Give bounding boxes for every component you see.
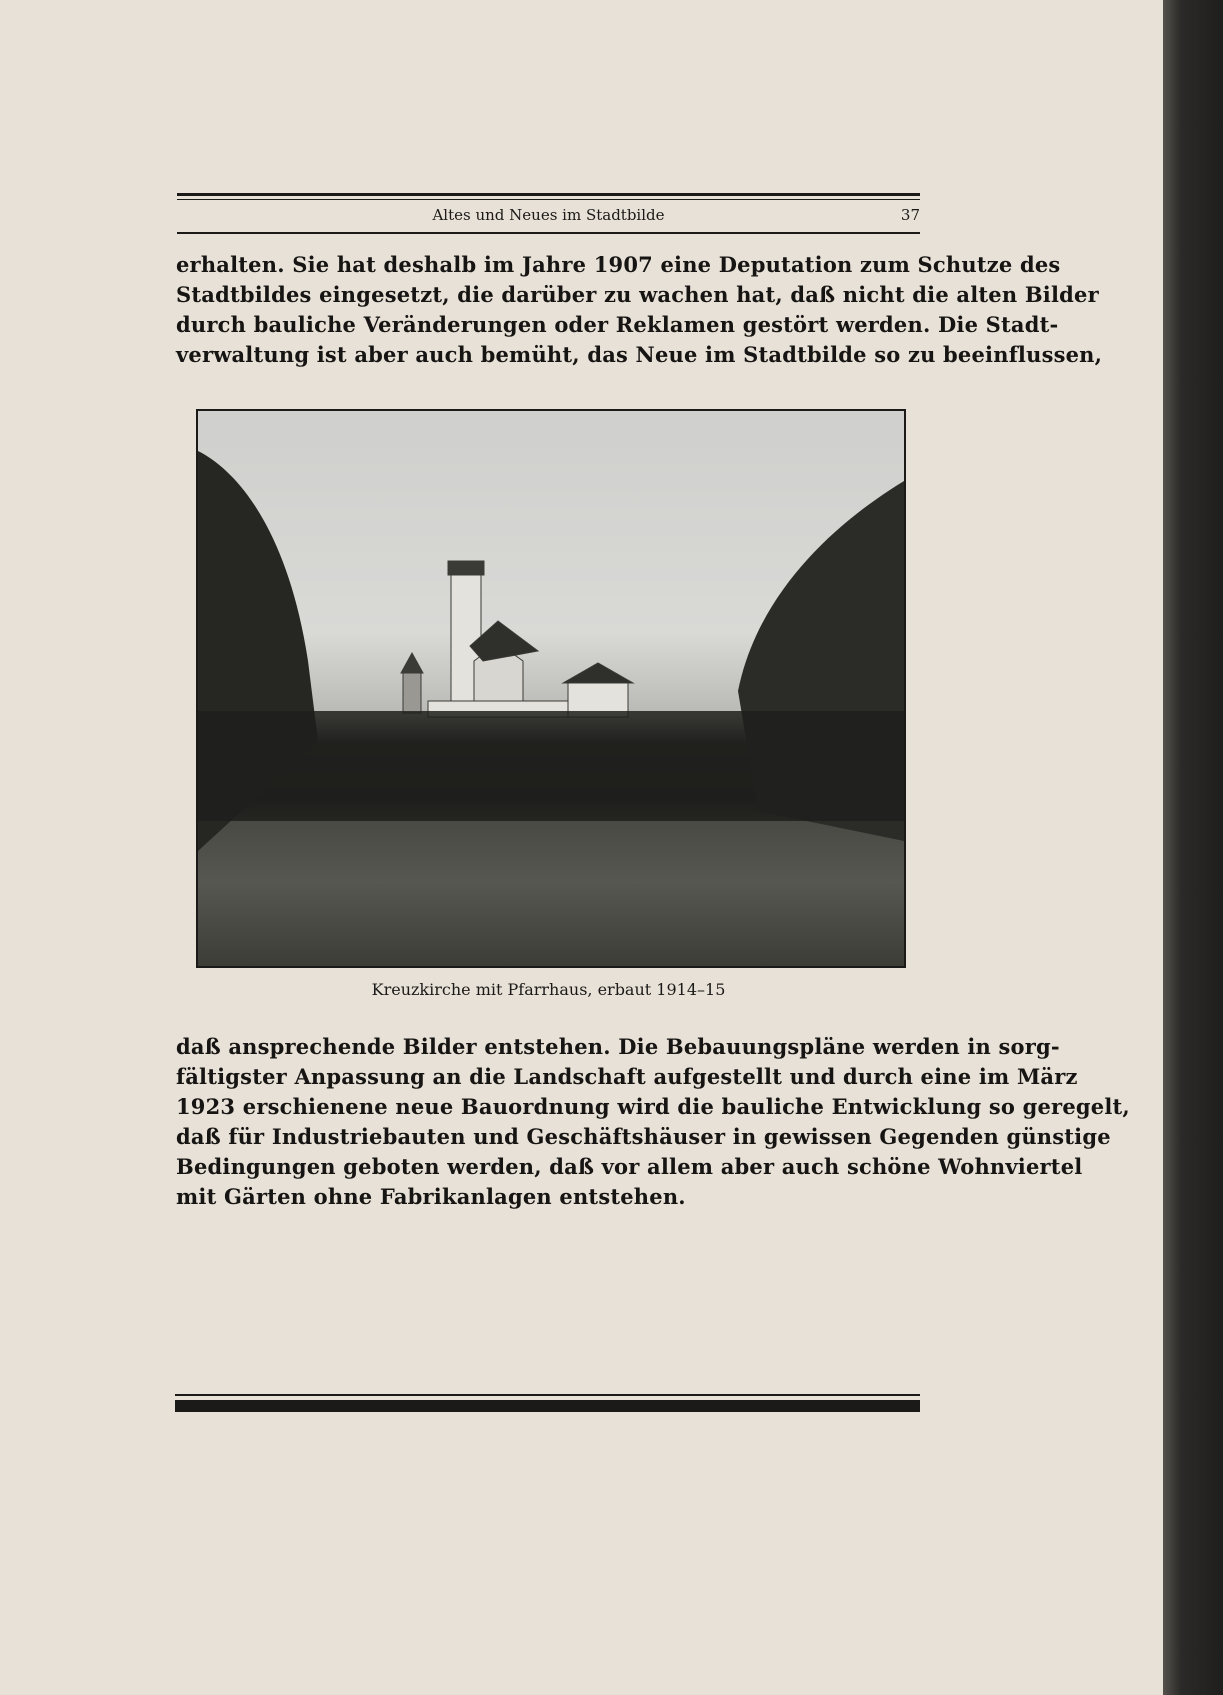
page-number: 37 [900, 206, 920, 224]
text-line: daß ansprechende Bilder entstehen. Die Bebauungspläne werden in sorg- [176, 1034, 1060, 1059]
text-line: Bedingungen geboten werden, daß vor allem aber auch schöne Wohnviertel [176, 1154, 1083, 1179]
running-title: Altes und Neues im Stadtbilde [432, 206, 665, 224]
paragraph-2 [176, 1032, 1130, 1212]
figure-caption: Kreuzkirche mit Pfarrhaus, erbaut 1914–15 [371, 980, 726, 999]
text-line: fältigster Anpassung an die Landschaft aufgestellt und durch eine im März [176, 1064, 1078, 1089]
text-line: 1923 erschienene neue Bauordnung wird die bauliche Entwicklung so geregelt, [176, 1094, 1130, 1119]
church-photograph [196, 409, 906, 968]
paragraph-1 [176, 250, 1103, 370]
header-rule-top-thin [177, 199, 920, 200]
text-line: daß für Industriebauten und Geschäftshäuser in gewissen Gegenden günstige [176, 1124, 1111, 1149]
church-scene-image [198, 411, 904, 966]
header-rule-top [177, 193, 920, 196]
text-line: erhalten. Sie hat deshalb im Jahre 1907 eine Deputation zum Schutze des [176, 252, 1061, 277]
running-header [177, 206, 920, 228]
scan-border [1163, 0, 1223, 1695]
text-line: Stadtbildes eingesetzt, die darüber zu wachen hat, daß nicht die alten Bilder [176, 282, 1099, 307]
text-line: mit Gärten ohne Fabrikanlagen entstehen. [176, 1184, 686, 1209]
text-line: durch bauliche Veränderungen oder Reklamen gestört werden. Die Stadt- [176, 312, 1059, 337]
text-line: verwaltung ist aber auch bemüht, das Neue im Stadtbilde so zu beeinflussen, [176, 342, 1103, 367]
header-rule-bottom [177, 232, 920, 234]
footer-rule-thick [175, 1400, 920, 1412]
footer-rule-thin [175, 1394, 920, 1396]
